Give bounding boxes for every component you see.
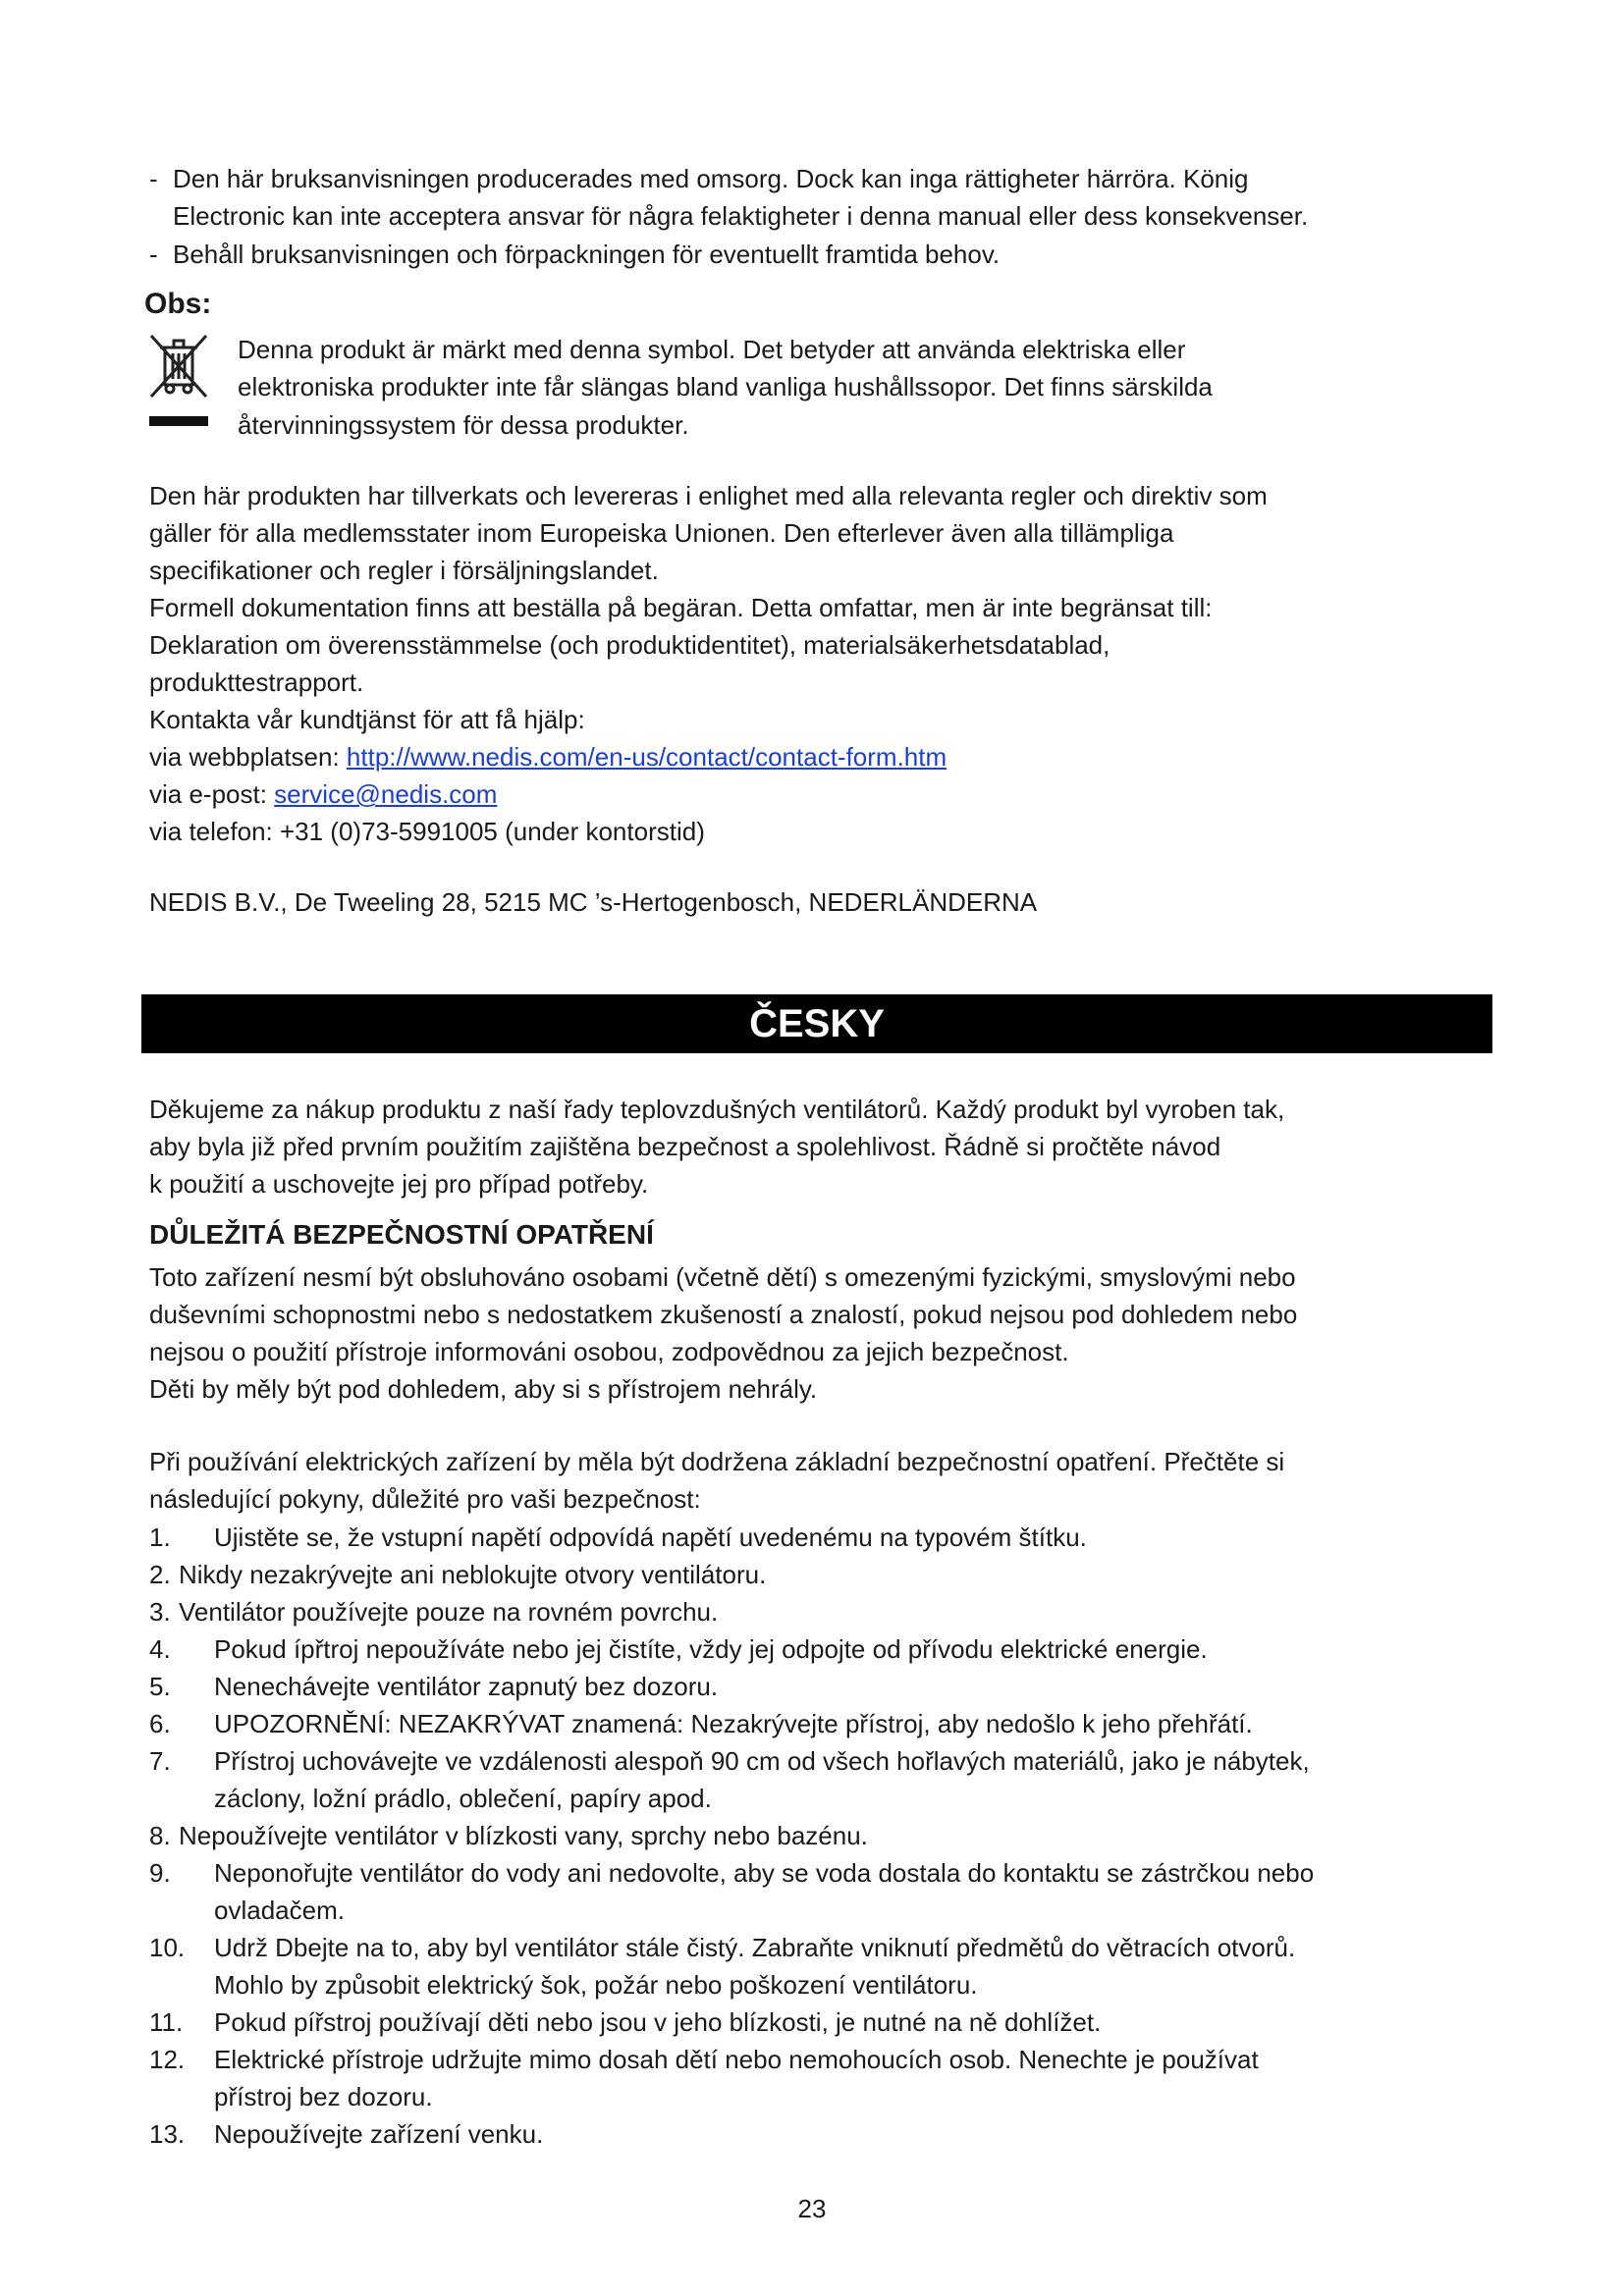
item-number: 11. bbox=[149, 2007, 184, 2037]
safety-line: Toto zařízení nesmí být obsluhováno osobami (včetně dětí) s omezenými fyzickými, smyslovými nebo bbox=[149, 1262, 1296, 1292]
compliance-line: Den här produkten har tillverkats och levereras i enlighet med alla relevanta regler och direktiv som bbox=[149, 481, 1268, 510]
item-text: ovladačem. bbox=[214, 1896, 345, 1925]
item-text: Ventilátor používejte pouze na rovném povrchu. bbox=[179, 1597, 719, 1627]
bullet-line: Behåll bruksanvisningen och förpackningen för eventuellt framtida behov. bbox=[173, 240, 1001, 269]
email-link[interactable]: service@nedis.com bbox=[274, 779, 498, 809]
item-text: Nepoužívejte ventilátor v blízkosti vany, sprchy nebo bazénu. bbox=[179, 1821, 868, 1850]
email-label: via e-post: bbox=[149, 779, 275, 809]
item-text: Elektrické přístroje udržujte mimo dosah dětí nebo nemohoucích osob. Nenechte je používat bbox=[214, 2045, 1259, 2074]
item-text: Pokud pířstroj používají děti nebo jsou v jeho blízkosti, je nutné na ně dohlížet. bbox=[214, 2007, 1102, 2037]
company-address: NEDIS B.V., De Tweeling 28, 5215 MC ’s-Hertogenbosch, NEDERLÄNDERNA bbox=[149, 887, 1038, 917]
compliance-line: Deklaration om överensstämmelse (och produktidentitet), materialsäkerhetsdatablad, bbox=[149, 630, 1110, 660]
compliance-line: Formell dokumentation finns att beställa på begäran. Detta omfattar, men är inte begränsat till: bbox=[149, 593, 1213, 622]
bullet-marker: - bbox=[149, 240, 158, 269]
item-number: 1. bbox=[149, 1522, 171, 1552]
item-text: přístroj bez dozoru. bbox=[214, 2082, 433, 2111]
item-text: záclony, ložní prádlo, oblečení, papíry apod. bbox=[214, 1784, 712, 1813]
safety-heading: DŮLEŽITÁ BEZPEČNOSTNÍ OPATŘENÍ bbox=[149, 1219, 654, 1250]
item-text: Udrž Dbejte na to, aby byl ventilátor stále čistý. Zabraňte vniknutí předmětů do větracích otvorů. bbox=[214, 1933, 1296, 1962]
item-number: 9. bbox=[149, 1858, 171, 1888]
intro-line: k použití a uschovejte jej pro případ potřeby. bbox=[149, 1169, 649, 1199]
item-text: Nepoužívejte zařízení venku. bbox=[214, 2119, 544, 2149]
compliance-line: specifikationer och regler i försäljningslandet. bbox=[149, 556, 659, 585]
page-number: 23 bbox=[797, 2194, 827, 2223]
website-link[interactable]: http://www.nedis.com/en-us/contact/contact-form.htm bbox=[346, 742, 947, 772]
website-label: via webbplatsen: bbox=[149, 742, 347, 772]
item-number: 4. bbox=[149, 1634, 171, 1664]
obs-line: återvinningssystem för dessa produkter. bbox=[238, 410, 689, 440]
compliance-line: gäller för alla medlemsstater inom Europeiska Unionen. Den efterlever även alla tillämpliga bbox=[149, 518, 1174, 548]
obs-line: elektroniska produkter inte får slängas bland vanliga hushållssopor. Det finns särskilda bbox=[238, 372, 1213, 401]
item-text: Přístroj uchovávejte ve vzdálenosti alespoň 90 cm od všech hořlavých materiálů, jako je nábytek, bbox=[214, 1746, 1310, 1776]
item-text: Neponořujte ventilátor do vody ani nedovolte, aby se voda dostala do kontaktu se zástrčkou nebo bbox=[214, 1858, 1315, 1888]
item-number: 8. bbox=[149, 1821, 171, 1850]
item-text: Mohlo by způsobit elektrický šok, požár nebo poškození ventilátoru. bbox=[214, 1970, 978, 2000]
item-text: UPOZORNĚNÍ: NEZAKRÝVAT znamená: Nezakrývejte přístroj, aby nedošlo k jeho přehřátí. bbox=[214, 1709, 1253, 1738]
website-line bbox=[149, 738, 947, 775]
item-text: Nikdy nezakrývejte ani neblokujte otvory ventilátoru. bbox=[179, 1560, 767, 1589]
safety-line: duševními schopnostmi nebo s nedostatkem zkušeností a znalostí, pokud nejsou pod dohledem nebo bbox=[149, 1300, 1298, 1329]
email-line bbox=[149, 775, 497, 813]
bullet-line: Electronic kan inte acceptera ansvar för några felaktigheter i denna manual eller dess konsekvenser. bbox=[173, 201, 1309, 231]
item-number: 3. bbox=[149, 1597, 171, 1627]
bullet-marker: - bbox=[149, 164, 158, 193]
precaution-line: Při používání elektrických zařízení by měla být dodržena základní bezpečnostní opatření. Přečtěte si bbox=[149, 1447, 1285, 1476]
obs-line: Denna produkt är märkt med denna symbol. Det betyder att använda elektriska eller bbox=[238, 335, 1186, 364]
compliance-line: produkttestrapport. bbox=[149, 667, 364, 697]
safety-line: Děti by měly být pod dohledem, aby si s přístrojem nehrály. bbox=[149, 1374, 818, 1404]
item-number: 5. bbox=[149, 1672, 171, 1701]
item-number: 7. bbox=[149, 1746, 171, 1776]
compliance-line: Kontakta vår kundtjänst för att få hjälp: bbox=[149, 705, 585, 734]
item-text: Ujistěte se, že vstupní napětí odpovídá napětí uvedenému na typovém štítku. bbox=[214, 1522, 1087, 1552]
phone-line: via telefon: +31 (0)73-5991005 (under kontorstid) bbox=[149, 817, 705, 846]
obs-heading: Obs: bbox=[144, 288, 212, 320]
item-number: 6. bbox=[149, 1709, 171, 1738]
safety-line: nejsou o použití přístroje informováni osobou, zodpovědnou za jejich bezpečnost. bbox=[149, 1337, 1069, 1366]
language-banner: ČESKY bbox=[141, 994, 1492, 1053]
intro-line: Děkujeme za nákup produktu z naší řady teplovzdušných ventilátorů. Každý produkt byl vyroben tak, bbox=[149, 1095, 1285, 1124]
item-number: 2. bbox=[149, 1560, 171, 1589]
intro-line: aby byla již před prvním použitím zajištěna bezpečnost a spolehlivost. Řádně si pročtěte návod bbox=[149, 1132, 1221, 1161]
item-number: 10. bbox=[149, 1933, 186, 1962]
item-text: Pokud ípřtroj nepoužíváte nebo jej čistíte, vždy jej odpojte od přívodu elektrické energie. bbox=[214, 1634, 1208, 1664]
weee-bin-icon bbox=[147, 332, 212, 432]
precaution-line: následující pokyny, důležité pro vaši bezpečnost: bbox=[149, 1484, 701, 1514]
bullet-line: Den här bruksanvisningen producerades med omsorg. Dock kan inga rättigheter härröra. König bbox=[173, 164, 1249, 193]
item-text: Nenechávejte ventilátor zapnutý bez dozoru. bbox=[214, 1672, 719, 1701]
item-number: 12. bbox=[149, 2045, 186, 2074]
item-number: 13. bbox=[149, 2119, 186, 2149]
